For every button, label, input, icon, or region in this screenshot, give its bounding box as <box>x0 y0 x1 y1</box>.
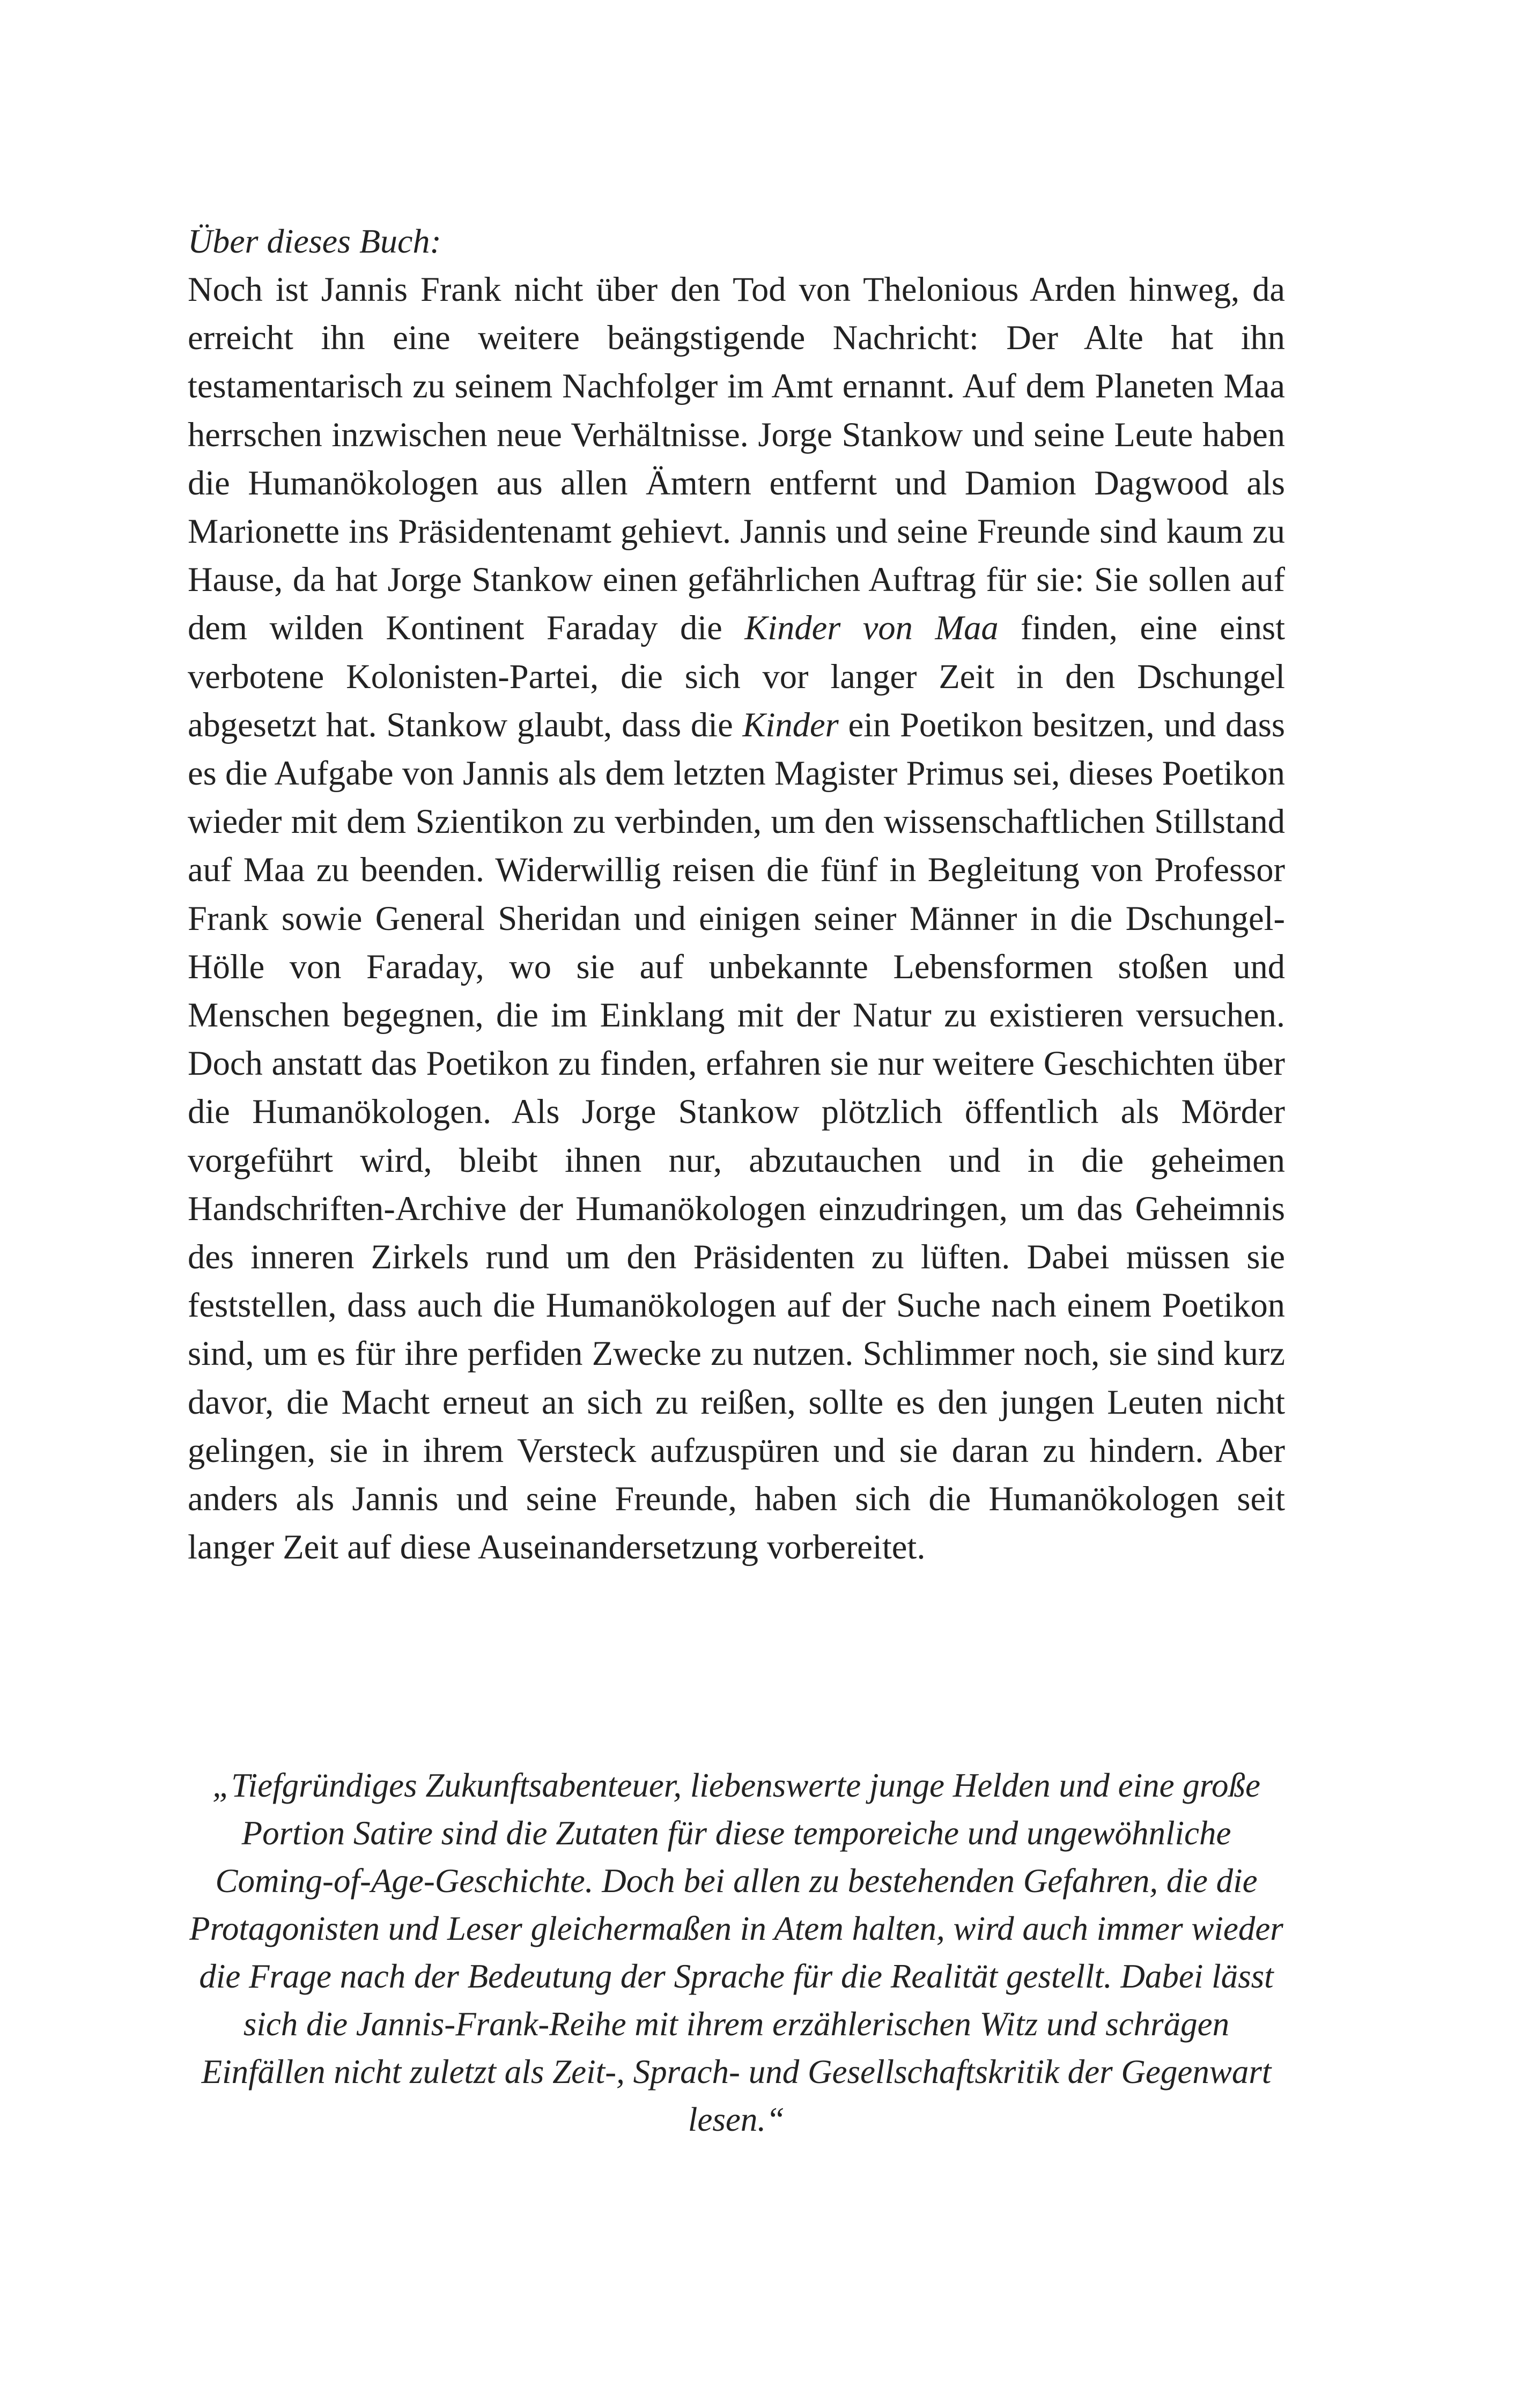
book-description <box>188 217 1285 1571</box>
section-heading: Über dieses Buch: <box>188 222 441 260</box>
blurb-paragraph <box>188 265 1285 1571</box>
blurb-emphasis-kinder: Kinder <box>742 705 839 744</box>
blurb-text-part-1: Noch ist Jannis Frank nicht über den Tod von Thelonious Arden hinweg, da erreicht ihn eine weitere beängstigende Nachricht: Der Alte hat ihn testamentarisch zu seinem Nachfolger im Amt ernannt. Auf dem Planeten Maa herrschen inzwischen neue Verhältnisse. Jorge Stankow und seine Leute haben die Humanökologen aus allen Ämtern entfernt und Damion Dagwood als Marionette ins Präsidentenamt gehievt. Jannis und seine Freunde sind kaum zu Hause, da hat Jorge Stankow einen gefährlichen Auftrag für sie: Sie sollen auf dem wilden Kontinent Faraday die <box>188 270 1285 647</box>
blurb-text-part-3: ein Poetikon besitzen, und dass es die Aufgabe von Jannis als dem letzten Magister Primus sei, dieses Poetikon wieder mit dem Szientikon zu verbinden, um den wissenschaftlichen Stillstand auf Maa zu beenden. Widerwillig reisen die fünf in Begleitung von Professor Frank sowie General Sheridan und einigen seiner Männer in die Dschungel-Hölle von Faraday, wo sie auf unbekannte Lebensformen stoßen und Menschen begegnen, die im Einklang mit der Natur zu existieren versuchen. Doch anstatt das Poetikon zu finden, erfahren sie nur weitere Geschichten über die Humanökologen. Als Jorge Stankow plötzlich öffentlich als Mörder vorgeführt wird, bleibt ihnen nur, abzutauchen und in die geheimen Handschriften-Archive der Humanökologen einzudringen, um das Geheimnis des inneren Zirkels rund um den Präsidenten zu lüften. Dabei müssen sie feststellen, dass auch die Humanökologen auf der Suche nach einem Poetikon sind, um es für ihre perfiden Zwecke zu nutzen. Schlimmer noch, sie sind kurz davor, die Macht erneut an sich zu reißen, sollte es den jungen Leuten nicht gelingen, sie in ihrem Versteck aufzuspüren und sie daran zu hindern. Aber anders als Jannis und seine Freunde, haben sich die Humanökologen seit langer Zeit auf diese Auseinandersetzung vorbereitet. <box>188 705 1285 1567</box>
blurb-text-part-2: finden, eine einst verbotene Kolonisten-Partei, die sich vor langer Zeit in den Dschungel abgesetzt hat. Stankow glaubt, dass die <box>188 609 1285 744</box>
review-quote: „Tiefgründiges Zukunftsabenteuer, liebenswerte junge Helden und eine große Portion Satire sind die Zutaten für diese temporeiche und ungewöhnliche Coming-of-Age-Geschichte. Doch bei allen zu bestehenden Gefahren, die die Protagonisten und Leser gleichermaßen in Atem halten, wird auch immer wieder die Frage nach der Bedeutung der Sprache für die Realität gestellt. Dabei lässt sich die Jannis-Frank-Reihe mit ihrem erzählerischen Witz und schrägen Einfällen nicht zuletzt als Zeit-, Sprach- und Gesellschaftskritik der Gegenwart lesen.“ <box>189 1767 1283 2138</box>
blurb-emphasis-kinder-von-maa: Kinder von Maa <box>744 609 999 647</box>
